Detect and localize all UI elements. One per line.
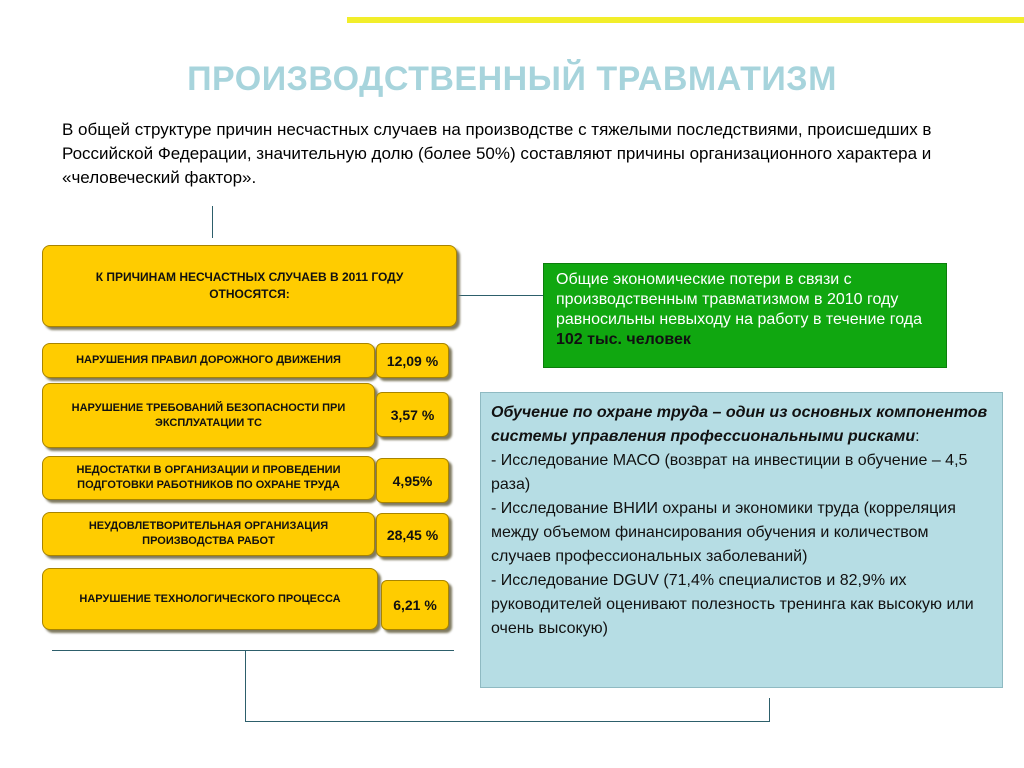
causes-header-text: К ПРИЧИНАМ НЕСЧАСТНЫХ СЛУЧАЕВ В 2011 ГОДУ ОТНОСЯТСЯ: — [95, 270, 404, 301]
page-title: ПРОИЗВОДСТВЕННЫЙ ТРАВМАТИЗМ — [187, 60, 837, 98]
training-item-2: - Исследование ВНИИ охраны и экономики труда (корреляция между объемом финансирования обучения и количеством случаев профессиональных заболеваний) — [491, 500, 956, 565]
training-lead: Обучение по охране труда – один из основных компонентов системы управления профессиональными рисками — [491, 404, 988, 445]
intro-paragraph: В общей структуре причин несчастных случаев на производстве с тяжелыми последствиями, происшедших в Российской Федерации, значительную долю (более 50%) составляют причины организационного характера и «человеческий фактор». — [62, 120, 932, 187]
training-item-3: - Исследование DGUV (71,4% специалистов и 82,9% их руководителей оценивают полезность тренинга как высокую или очень высокую) — [491, 572, 974, 637]
cause-label: НАРУШЕНИЯ ПРАВИЛ ДОРОЖНОГО ДВИЖЕНИЯ — [76, 354, 341, 366]
cause-row-4 — [42, 512, 375, 556]
cause-row-3 — [42, 456, 375, 500]
cause-label: НЕУДОВЛЕТВОРИТЕЛЬНАЯ ОРГАНИЗАЦИЯ ПРОИЗВОДСТВА РАБОТ — [88, 520, 329, 547]
top-accent-line — [347, 17, 1024, 23]
cause-label: НАРУШЕНИЕ ТЕХНОЛОГИЧЕСКОГО ПРОЦЕССА — [79, 592, 341, 605]
connector-bracket-bottom — [245, 721, 770, 722]
losses-text: Общие экономические потери в связи с производственным травматизмом в 2010 году равносильны невыходу на работу в течение года — [556, 271, 923, 328]
cause-row-1 — [42, 343, 375, 378]
connector-bottom-left — [52, 650, 454, 651]
cause-label: НАРУШЕНИЕ ТРЕБОВАНИЙ БЕЗОПАСНОСТИ ПРИ ЭКСПЛУАТАЦИИ ТС — [71, 401, 346, 429]
connector-top — [212, 206, 213, 238]
cause-row-5 — [42, 568, 378, 630]
connector-bracket-right — [769, 698, 770, 722]
connector-bracket-left — [245, 651, 246, 722]
economic-losses-box — [543, 263, 947, 368]
losses-highlight: 102 тыс. человек — [556, 331, 691, 348]
training-box — [480, 392, 1003, 688]
cause-value-1: 12,09 % — [376, 343, 449, 378]
cause-row-2 — [42, 383, 375, 448]
cause-value-3: 4,95% — [376, 458, 449, 503]
cause-label: НЕДОСТАТКИ В ОРГАНИЗАЦИИ И ПРОВЕДЕНИИ ПОДГОТОВКИ РАБОТНИКОВ ПО ОХРАНЕ ТРУДА — [76, 464, 341, 491]
cause-value-4: 28,45 % — [376, 513, 449, 557]
training-item-1: - Исследование МАСО (возврат на инвестиции в обучение – 4,5 раза) — [491, 452, 968, 493]
cause-value-5: 6,21 % — [381, 580, 449, 630]
cause-value-2: 3,57 % — [376, 392, 449, 437]
training-colon: : — [915, 428, 920, 445]
causes-header-box — [42, 245, 457, 327]
connector-to-losses — [458, 295, 543, 296]
